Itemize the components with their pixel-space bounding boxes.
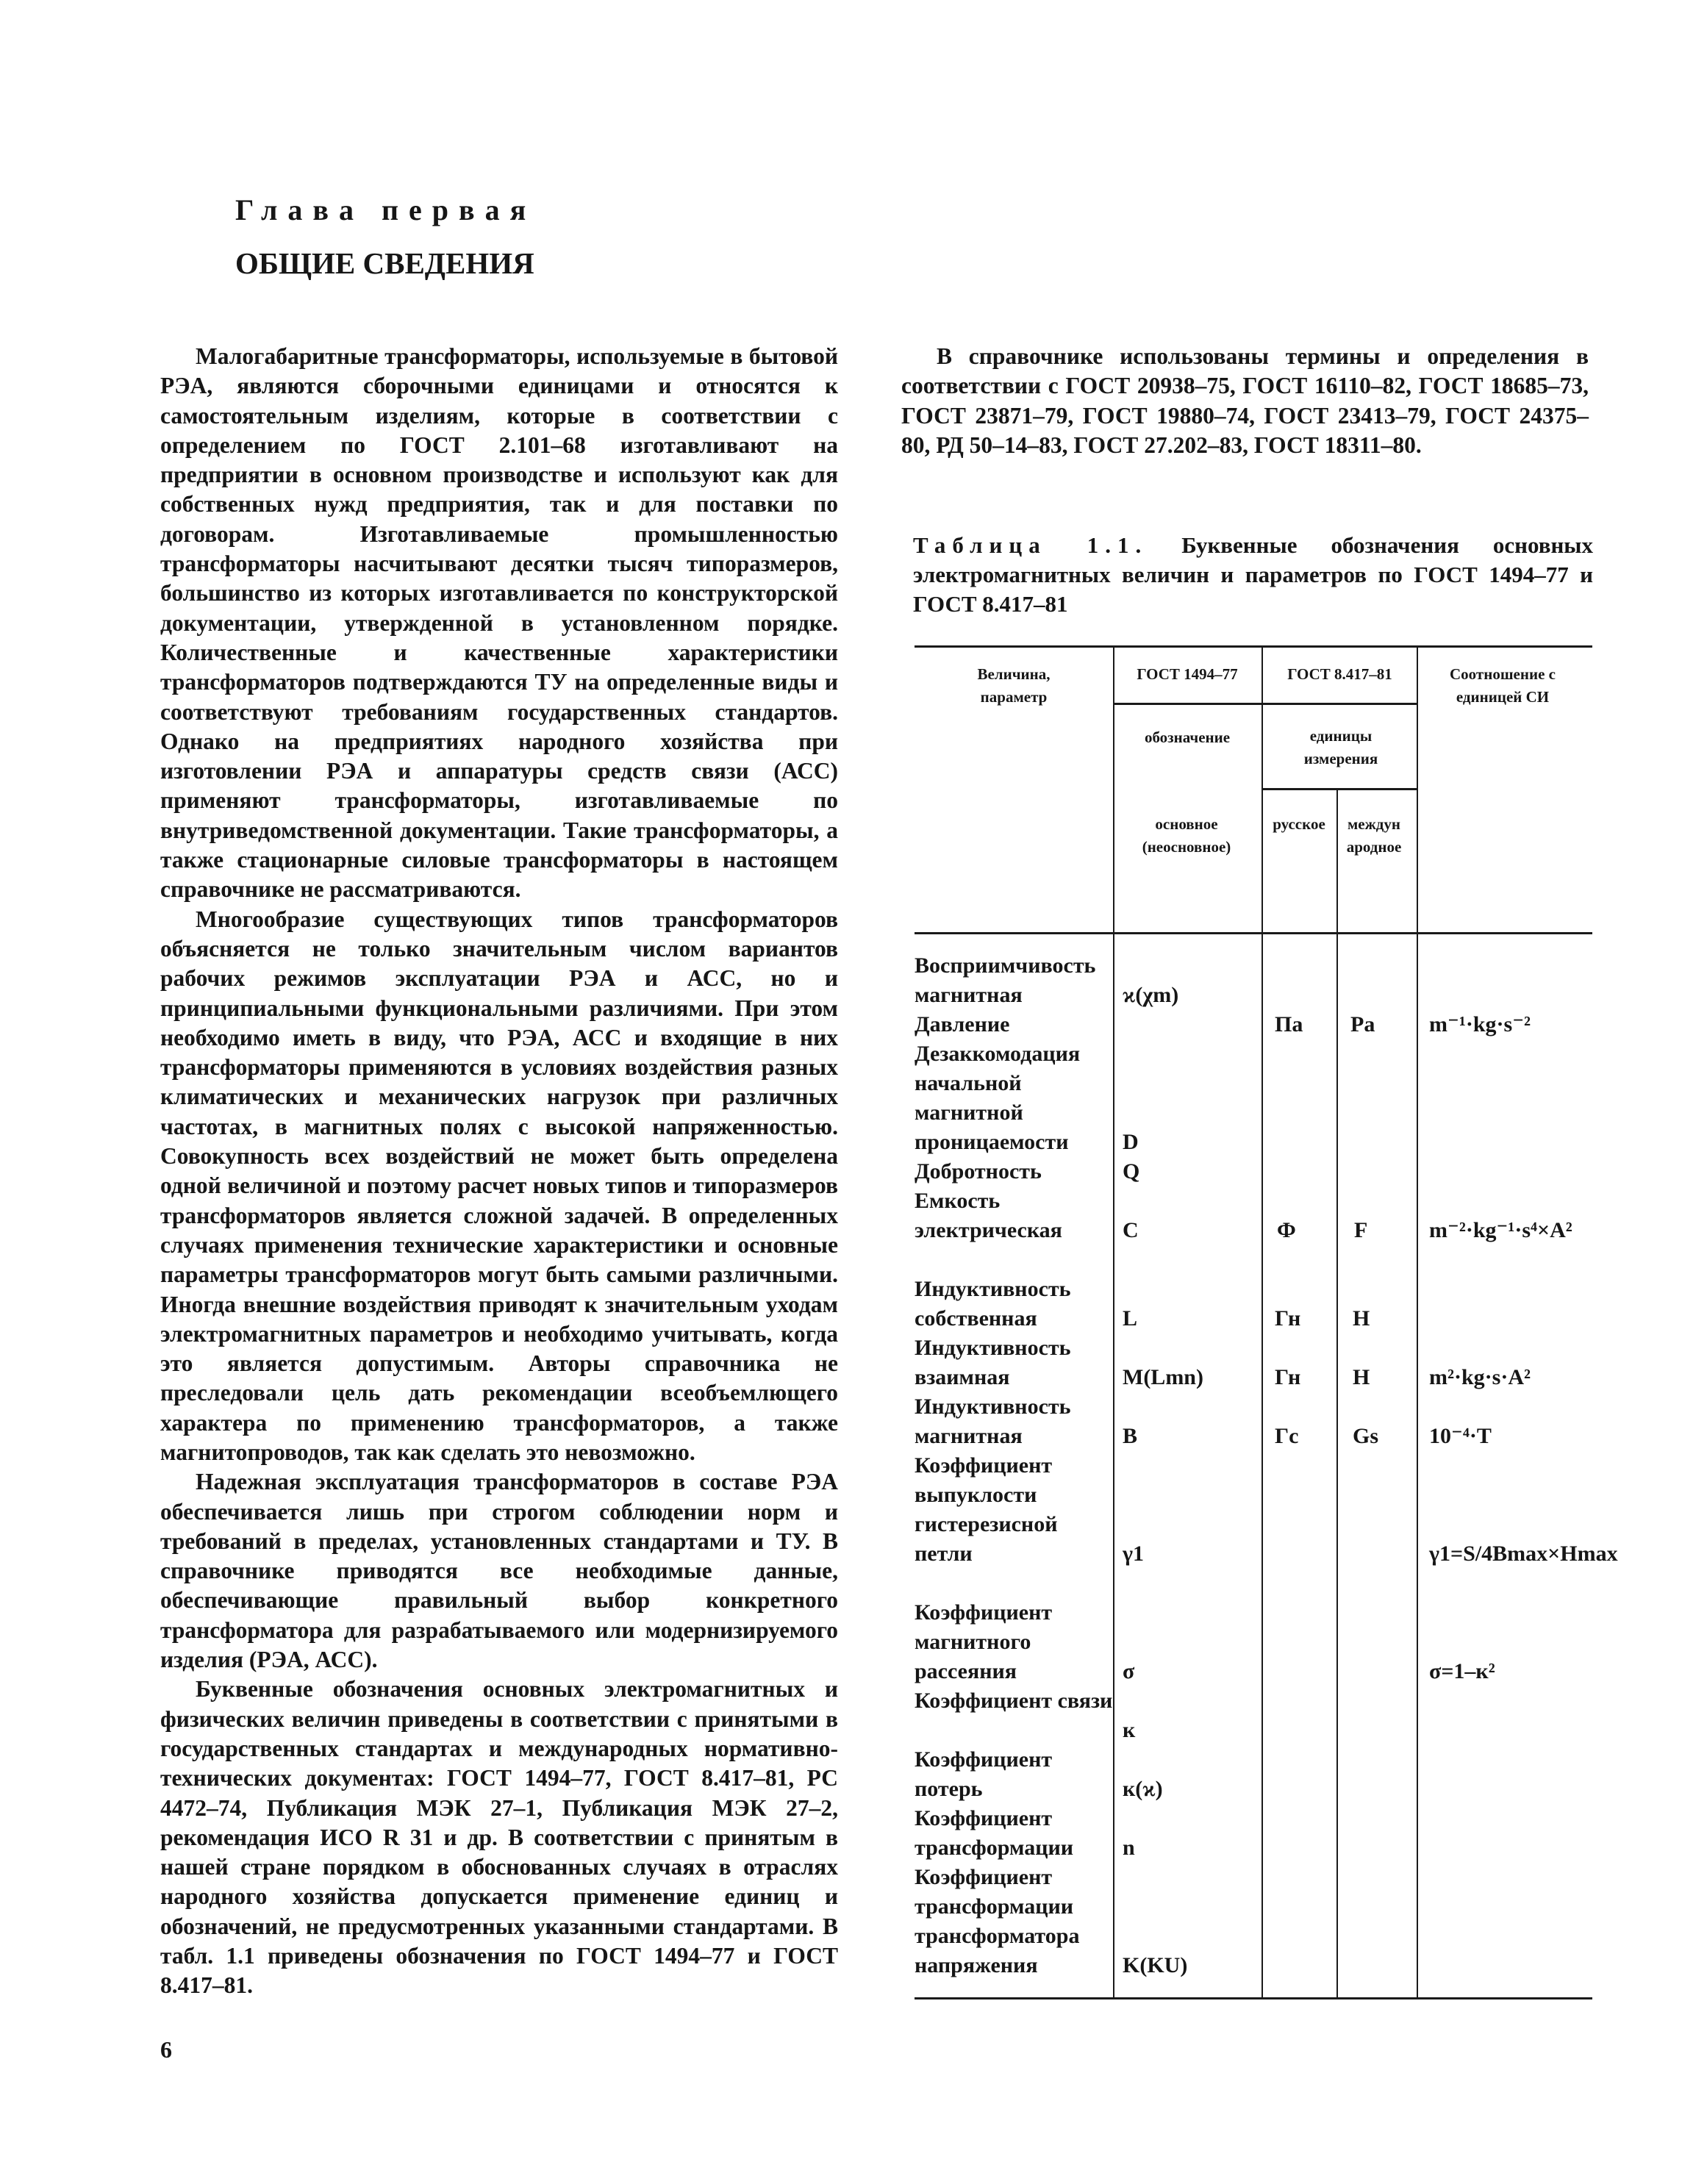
row-name-susceptibility: Восприимчивость магнитная (915, 953, 1096, 1007)
row-symbol-convexity: γ1 (1123, 1542, 1145, 1566)
row-si-pressure: m⁻¹·kg·s⁻² (1429, 1012, 1531, 1036)
row-intl-capacitance: F (1354, 1218, 1368, 1242)
row-intl-magnetic-induction: Gs (1353, 1424, 1379, 1448)
row-ru-pressure: Па (1275, 1012, 1303, 1036)
hdr-si: Соотношение с единицей СИ (1450, 665, 1556, 706)
table-vline-4 (1417, 645, 1418, 1997)
row-name-mutual-inductance: Индуктивность взаимная (915, 1336, 1071, 1389)
row-name-coupling: Коэффициент связи (915, 1689, 1113, 1713)
row-name-capacitance: Емкость электрическая (915, 1189, 1062, 1242)
row-name-convexity: Коэффициент выпуклости гистерезисной петли (915, 1453, 1058, 1566)
paragraph-3: Надежная эксплуатация трансформаторов в составе РЭА обеспечивается лишь при строгом соблюдении норм и требований в пределах, установленных стандартами и ТУ. В справочнике приводятся все необходимые данные, обеспечивающие правильный выбор конкретного трансформатора для разрабатываемого или модернизируемого изделия (РЭА, АСС). (160, 1469, 838, 1673)
row-ru-self-inductance: Гн (1275, 1306, 1301, 1331)
row-symbol-magnetic-induction: B (1123, 1424, 1138, 1448)
row-name-voltage-transformer: Коэффициент трансформации трансформатора напряжения (915, 1865, 1080, 1977)
hdr-designation: обозначение (1144, 728, 1231, 746)
row-ru-magnetic-induction: Гс (1275, 1424, 1299, 1448)
row-symbol-mutual-inductance: M(Lmn) (1123, 1365, 1203, 1389)
hdr-gost1494: ГОСТ 1494–77 (1137, 665, 1238, 683)
row-si-capacitance: m⁻²·kg⁻¹·s⁴×A² (1429, 1218, 1572, 1242)
row-symbol-q-factor: Q (1123, 1159, 1140, 1184)
row-intl-pressure: Pa (1350, 1012, 1375, 1036)
row-si-leakage: σ=1–к² (1429, 1659, 1495, 1683)
table-bottom-rule (915, 1997, 1592, 1999)
table-header-bottom-rule (915, 932, 1592, 934)
table-caption-label: Таблица 1.1. (913, 532, 1148, 558)
row-symbol-disaccommodation: D (1123, 1130, 1139, 1154)
table-caption-text: Буквенные обозначения основных электромагнитных величин и параметров по ГОСТ 1494–77 и ГОСТ 8.417–81 (913, 532, 1594, 617)
table-vline-1 (1113, 645, 1114, 1997)
hdr-units: единицы измерения (1303, 727, 1378, 767)
row-name-loss: Коэффициент потерь (915, 1747, 1053, 1801)
row-name-transformation: Коэффициент трансформации (915, 1806, 1074, 1860)
row-si-convexity: γ1=S/4Bmax×Hmax (1429, 1542, 1618, 1566)
table-caption (913, 531, 1593, 619)
row-si-magnetic-induction: 10⁻⁴·T (1429, 1424, 1492, 1448)
row-ru-mutual-inductance: Гн (1275, 1365, 1301, 1389)
hdr-gost8417: ГОСТ 8.417–81 (1287, 665, 1392, 683)
row-symbol-leakage: σ (1123, 1659, 1135, 1683)
row-symbol-voltage-transformer: K(KU) (1123, 1953, 1188, 1977)
row-name-pressure: Давление (915, 1012, 1010, 1036)
paragraph-1: Малогабаритные трансформаторы, используемые в бытовой РЭА, являются сборочными единицами и относятся к самостоятельным изделиям, которые в соответствии с определением по ГОСТ 2.101–68 изготавливают на предприятии в основном производстве и используют как для собственных нужд предприятия, так и для поставки по договорам. Изготавливаемые промышленностью трансформаторы насчитывают десятки тысяч типоразмеров, большинство из которых изготавливается по конструкторской документации, утвержденной в установленном порядке. Количественные и качественные характеристики трансформаторов подтверждаются ТУ на определенные виды и соответствуют требованиям государственных стандартов. Однако на предприятиях народного хозяйства при изготовлении РЭА и аппаратуры средств связи (АСС) применяют трансформаторы, изготавливаемые по внутриведомственной документации. Такие трансформаторы, а также стационарные силовые трансформаторы в настоящем справочнике не рассматриваются. (160, 343, 838, 903)
paragraph-2: Многообразие существующих типов трансформаторов объясняется не только значительным числом вариантов рабочих режимов эксплуатации РЭА и АСС, но и принципиальными функциональными различиями. При этом необходимо иметь в виду, что РЭА, АСС и входящие в них трансформаторы применяются в условиях воздействия разных климатических и механических нагрузок при различных частотах, в магнитных полях с высокой напряженностью. Совокупность всех воздействий не может быть определена одной величиной и поэтому расчет новых типов и типоразмеров трансформаторов является сложной задачей. В определенных случаях применения технические характеристики и основные параметры трансформаторов могут быть самыми различными. Иногда внешние воздействия приводят к значительным уходам электромагнитных параметров и необходимо учитывать, когда это является допустимым. Авторы справочника не преследовали цель дать рекомендации всеобъемлющего характера по применению трансформаторов, а также магнитопроводов, так как сделать это невозможно. (160, 906, 838, 1465)
page-number: 6 (160, 2036, 172, 2063)
row-symbol-susceptibility: ϰ(χm) (1123, 983, 1179, 1007)
hdr-main: основное (неосновное) (1142, 815, 1231, 856)
chapter-kicker: Глава первая (235, 193, 537, 226)
hdr-intl: международное (1346, 815, 1402, 856)
row-ru-capacitance: Ф (1277, 1218, 1296, 1242)
row-name-leakage: Коэффициент магнитного рассеяния (915, 1600, 1053, 1683)
row-symbol-self-inductance: L (1123, 1306, 1138, 1331)
table-vline-2 (1262, 645, 1263, 1997)
right-column (901, 342, 1589, 460)
row-name-self-inductance: Индуктивность собственная (915, 1277, 1071, 1331)
row-intl-mutual-inductance: H (1353, 1365, 1370, 1389)
row-name-magnetic-induction: Индуктивность магнитная (915, 1394, 1071, 1448)
table-top-rule (915, 645, 1592, 648)
chapter-title: ОБЩИЕ СВЕДЕНИЯ (235, 246, 534, 280)
row-name-q-factor: Добротность (915, 1159, 1042, 1184)
table-vline-3 (1336, 788, 1338, 1997)
row-symbol-transformation: n (1123, 1836, 1135, 1860)
row-si-mutual-inductance: m²·kg·s·A² (1429, 1365, 1531, 1389)
row-symbol-coupling: к (1123, 1718, 1136, 1742)
data-table (915, 645, 1618, 1999)
paragraph-4: Буквенные обозначения основных электромагнитных и физических величин приведены в соответствии с принятыми в государственных стандартах и международных нормативно-технических документах: ГОСТ 1494–77, ГОСТ 8.417–81, РС 4472–74, Публикация МЭК 27–1, Публикация МЭК 27–2, рекомендация ИСО R 31 и др. В соответствии с принятым в нашей стране порядком в обоснованных случаях в отраслях народного хозяйства допускается применение единиц и обозначений, не предусмотренных указанными стандартами. В табл. 1.1 приведены обозначения по ГОСТ 1494–77 и ГОСТ 8.417–81. (160, 1676, 838, 1999)
row-symbol-capacitance: C (1123, 1218, 1139, 1242)
table-header-rule-2 (1262, 788, 1417, 790)
row-symbol-loss: к(ϰ) (1123, 1777, 1163, 1801)
row-name-disaccommodation: Дезаккомодация начальной магнитной проницаемости (915, 1042, 1081, 1154)
row-intl-self-inductance: H (1353, 1306, 1370, 1331)
right-paragraph: В справочнике использованы термины и определения в соответствии с ГОСТ 20938–75, ГОСТ 16110–82, ГОСТ 18685–73, ГОСТ 23871–79, ГОСТ 19880–74, ГОСТ 23413–79, ГОСТ 24375–80, РД 50–14–83, ГОСТ 27.202–83, ГОСТ 18311–80. (901, 343, 1589, 458)
hdr-russian: русское (1273, 815, 1325, 833)
hdr-quantity: Величина, параметр (977, 665, 1051, 706)
left-column (160, 342, 838, 2001)
table-header-rule-1 (1113, 703, 1417, 705)
